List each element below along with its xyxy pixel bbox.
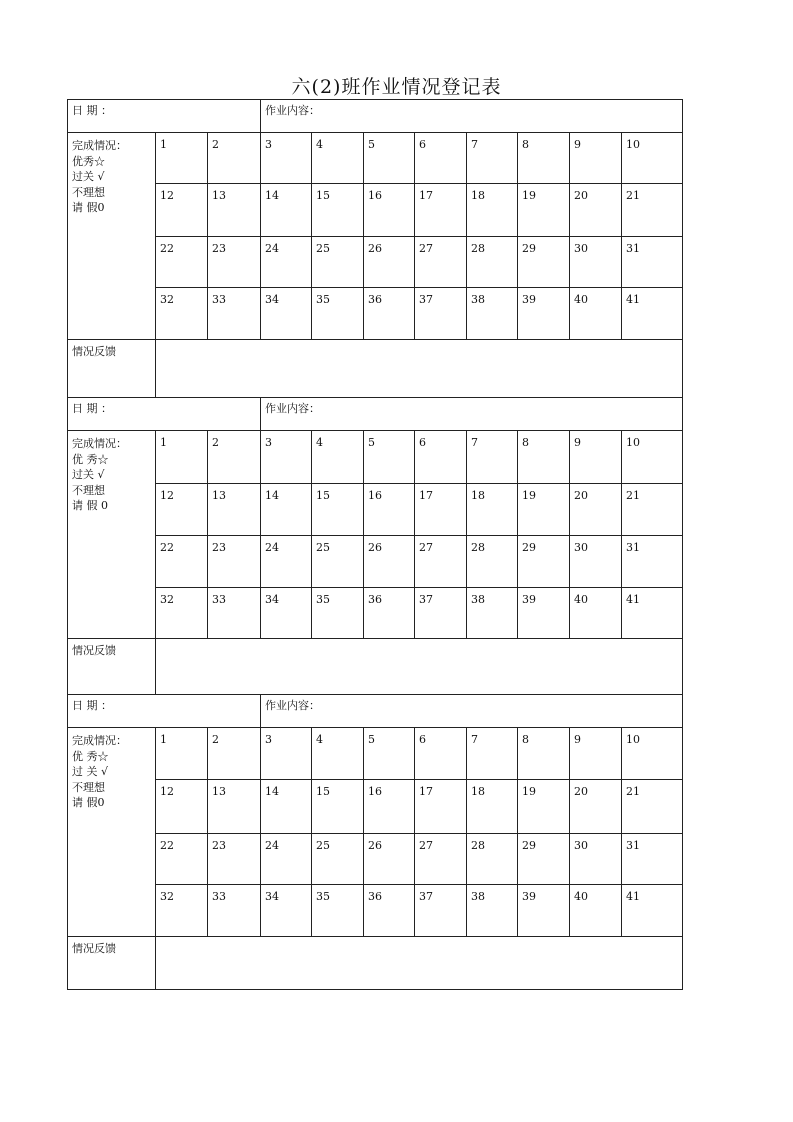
student-cell[interactable]: 32: [156, 288, 208, 340]
legend-line: 优 秀☆: [72, 452, 109, 466]
legend-line: 过 关 √: [72, 765, 109, 778]
student-cell[interactable]: 39: [518, 885, 570, 937]
page-title: 六(2)班作业情况登记表: [291, 76, 502, 98]
student-cell[interactable]: 13: [208, 780, 261, 834]
feedback-field[interactable]: [156, 937, 683, 990]
student-cell[interactable]: 8: [518, 431, 570, 484]
student-cell[interactable]: 34: [261, 588, 312, 639]
student-cell[interactable]: 33: [208, 885, 261, 937]
student-cell[interactable]: 6: [415, 728, 467, 780]
student-cell[interactable]: 3: [261, 133, 312, 184]
feedback-label: 情况反馈: [68, 639, 156, 695]
student-cell[interactable]: 9: [570, 133, 622, 184]
student-cell[interactable]: 3: [261, 728, 312, 780]
student-cell[interactable]: 41: [622, 288, 683, 340]
student-cell[interactable]: 14: [261, 484, 312, 536]
student-cell[interactable]: 1: [156, 133, 208, 184]
student-cell[interactable]: 3: [261, 431, 312, 484]
record-section-3: [67, 694, 683, 990]
student-cell[interactable]: 38: [467, 588, 518, 639]
student-cell[interactable]: 10: [622, 728, 683, 780]
student-cell[interactable]: 15: [312, 484, 364, 536]
student-cell[interactable]: 5: [364, 431, 415, 484]
student-cell[interactable]: 36: [364, 288, 415, 340]
student-cell[interactable]: 31: [622, 536, 683, 588]
homework-content-field[interactable]: 作业内容：: [261, 695, 683, 728]
record-section-1: [67, 99, 683, 398]
student-cell[interactable]: 18: [467, 484, 518, 536]
student-cell[interactable]: 18: [467, 780, 518, 834]
student-cell[interactable]: 4: [312, 133, 364, 184]
student-cell[interactable]: 21: [622, 184, 683, 237]
record-section-2: [67, 397, 683, 695]
student-cell[interactable]: 5: [364, 133, 415, 184]
legend-line: 过关 √: [72, 468, 105, 481]
student-cell[interactable]: 25: [312, 834, 364, 885]
student-cell[interactable]: 37: [415, 885, 467, 937]
student-cell[interactable]: 17: [415, 484, 467, 536]
student-cell[interactable]: 9: [570, 431, 622, 484]
student-cell[interactable]: 7: [467, 431, 518, 484]
student-cell[interactable]: 6: [415, 133, 467, 184]
student-cell[interactable]: 31: [622, 237, 683, 288]
legend-line: 优秀☆: [72, 154, 105, 168]
student-cell[interactable]: 35: [312, 885, 364, 937]
student-cell[interactable]: 1: [156, 728, 208, 780]
student-cell[interactable]: 20: [570, 780, 622, 834]
student-cell[interactable]: 40: [570, 588, 622, 639]
student-cell[interactable]: 22: [156, 834, 208, 885]
student-cell[interactable]: 16: [364, 184, 415, 237]
date-field[interactable]: 日 期 ：: [68, 100, 261, 133]
student-cell[interactable]: 15: [312, 780, 364, 834]
student-cell[interactable]: 9: [570, 728, 622, 780]
student-cell[interactable]: 40: [570, 288, 622, 340]
legend-line: 请 假0: [72, 796, 105, 809]
student-cell[interactable]: 4: [312, 431, 364, 484]
student-cell[interactable]: 35: [312, 288, 364, 340]
legend-line: 完成情况：: [72, 437, 127, 450]
student-cell[interactable]: 24: [261, 834, 312, 885]
student-cell[interactable]: 27: [415, 536, 467, 588]
student-cell[interactable]: 22: [156, 237, 208, 288]
legend-line: 不理想: [72, 780, 105, 794]
student-cell[interactable]: 25: [312, 536, 364, 588]
student-cell[interactable]: 7: [467, 728, 518, 780]
student-cell[interactable]: 18: [467, 184, 518, 237]
student-cell[interactable]: 33: [208, 588, 261, 639]
student-cell[interactable]: 16: [364, 780, 415, 834]
student-cell[interactable]: 16: [364, 484, 415, 536]
student-cell[interactable]: 37: [415, 288, 467, 340]
student-cell[interactable]: 4: [312, 728, 364, 780]
student-cell[interactable]: 1: [156, 431, 208, 484]
date-field[interactable]: 日 期 ：: [68, 398, 261, 431]
student-cell[interactable]: 17: [415, 184, 467, 237]
student-cell[interactable]: 13: [208, 484, 261, 536]
legend-line: 不理想: [72, 185, 105, 199]
date-field[interactable]: 日 期 ：: [68, 695, 261, 728]
student-cell[interactable]: 12: [156, 484, 208, 536]
student-cell[interactable]: 29: [518, 536, 570, 588]
student-cell[interactable]: 8: [518, 728, 570, 780]
student-cell[interactable]: 6: [415, 431, 467, 484]
student-cell[interactable]: 39: [518, 288, 570, 340]
homework-content-field[interactable]: 作业内容：: [261, 398, 683, 431]
student-cell[interactable]: 28: [467, 834, 518, 885]
student-cell[interactable]: 33: [208, 288, 261, 340]
student-cell[interactable]: 26: [364, 834, 415, 885]
student-cell[interactable]: 32: [156, 588, 208, 639]
student-cell[interactable]: 29: [518, 237, 570, 288]
student-cell[interactable]: 2: [208, 431, 261, 484]
student-cell[interactable]: 36: [364, 588, 415, 639]
legend-line: 过关 √: [72, 170, 105, 183]
student-cell[interactable]: 20: [570, 184, 622, 237]
student-cell[interactable]: 26: [364, 536, 415, 588]
legend-line: 不理想: [72, 483, 105, 497]
student-cell[interactable]: 41: [622, 885, 683, 937]
student-cell[interactable]: 22: [156, 536, 208, 588]
student-cell[interactable]: 23: [208, 536, 261, 588]
student-cell[interactable]: 34: [261, 885, 312, 937]
student-cell[interactable]: 36: [364, 885, 415, 937]
student-cell[interactable]: 41: [622, 588, 683, 639]
student-cell[interactable]: 23: [208, 834, 261, 885]
student-cell[interactable]: 14: [261, 780, 312, 834]
student-cell[interactable]: 19: [518, 184, 570, 237]
student-cell[interactable]: 20: [570, 484, 622, 536]
student-cell[interactable]: 21: [622, 780, 683, 834]
student-cell[interactable]: 7: [467, 133, 518, 184]
student-cell[interactable]: 21: [622, 484, 683, 536]
student-cell[interactable]: 29: [518, 834, 570, 885]
student-cell[interactable]: 12: [156, 780, 208, 834]
student-cell[interactable]: 37: [415, 588, 467, 639]
student-cell[interactable]: 26: [364, 237, 415, 288]
legend-line: 请 假 0: [72, 499, 108, 512]
homework-content-field[interactable]: 作业内容：: [261, 100, 683, 133]
legend-line: 请 假0: [72, 201, 105, 214]
student-cell[interactable]: 31: [622, 834, 683, 885]
student-cell[interactable]: 8: [518, 133, 570, 184]
student-cell[interactable]: 15: [312, 184, 364, 237]
feedback-field[interactable]: [156, 639, 683, 695]
legend-line: 完成情况：: [72, 734, 127, 747]
legend-line: 完成情况：: [72, 139, 127, 152]
completion-legend: [68, 431, 156, 639]
student-cell[interactable]: 28: [467, 237, 518, 288]
student-cell[interactable]: 2: [208, 133, 261, 184]
student-cell[interactable]: 27: [415, 237, 467, 288]
student-cell[interactable]: 14: [261, 184, 312, 237]
student-cell[interactable]: 13: [208, 184, 261, 237]
student-cell[interactable]: 30: [570, 237, 622, 288]
feedback-label: 情况反馈: [68, 340, 156, 398]
student-cell[interactable]: 25: [312, 237, 364, 288]
student-cell[interactable]: 5: [364, 728, 415, 780]
student-cell[interactable]: 32: [156, 885, 208, 937]
student-cell[interactable]: 35: [312, 588, 364, 639]
student-cell[interactable]: 38: [467, 288, 518, 340]
student-cell[interactable]: 28: [467, 536, 518, 588]
student-cell[interactable]: 10: [622, 431, 683, 484]
student-cell[interactable]: 10: [622, 133, 683, 184]
student-cell[interactable]: 19: [518, 484, 570, 536]
student-cell[interactable]: 23: [208, 237, 261, 288]
feedback-field[interactable]: [156, 340, 683, 398]
student-cell[interactable]: 34: [261, 288, 312, 340]
completion-legend: [68, 133, 156, 340]
legend-line: 优 秀☆: [72, 749, 109, 763]
feedback-label: 情况反馈: [68, 937, 156, 990]
student-cell[interactable]: 17: [415, 780, 467, 834]
student-cell[interactable]: 12: [156, 184, 208, 237]
student-cell[interactable]: 38: [467, 885, 518, 937]
student-cell[interactable]: 30: [570, 536, 622, 588]
student-cell[interactable]: 39: [518, 588, 570, 639]
student-cell[interactable]: 2: [208, 728, 261, 780]
student-cell[interactable]: 24: [261, 536, 312, 588]
student-cell[interactable]: 19: [518, 780, 570, 834]
completion-legend: [68, 728, 156, 937]
student-cell[interactable]: 40: [570, 885, 622, 937]
student-cell[interactable]: 27: [415, 834, 467, 885]
student-cell[interactable]: 24: [261, 237, 312, 288]
student-cell[interactable]: 30: [570, 834, 622, 885]
